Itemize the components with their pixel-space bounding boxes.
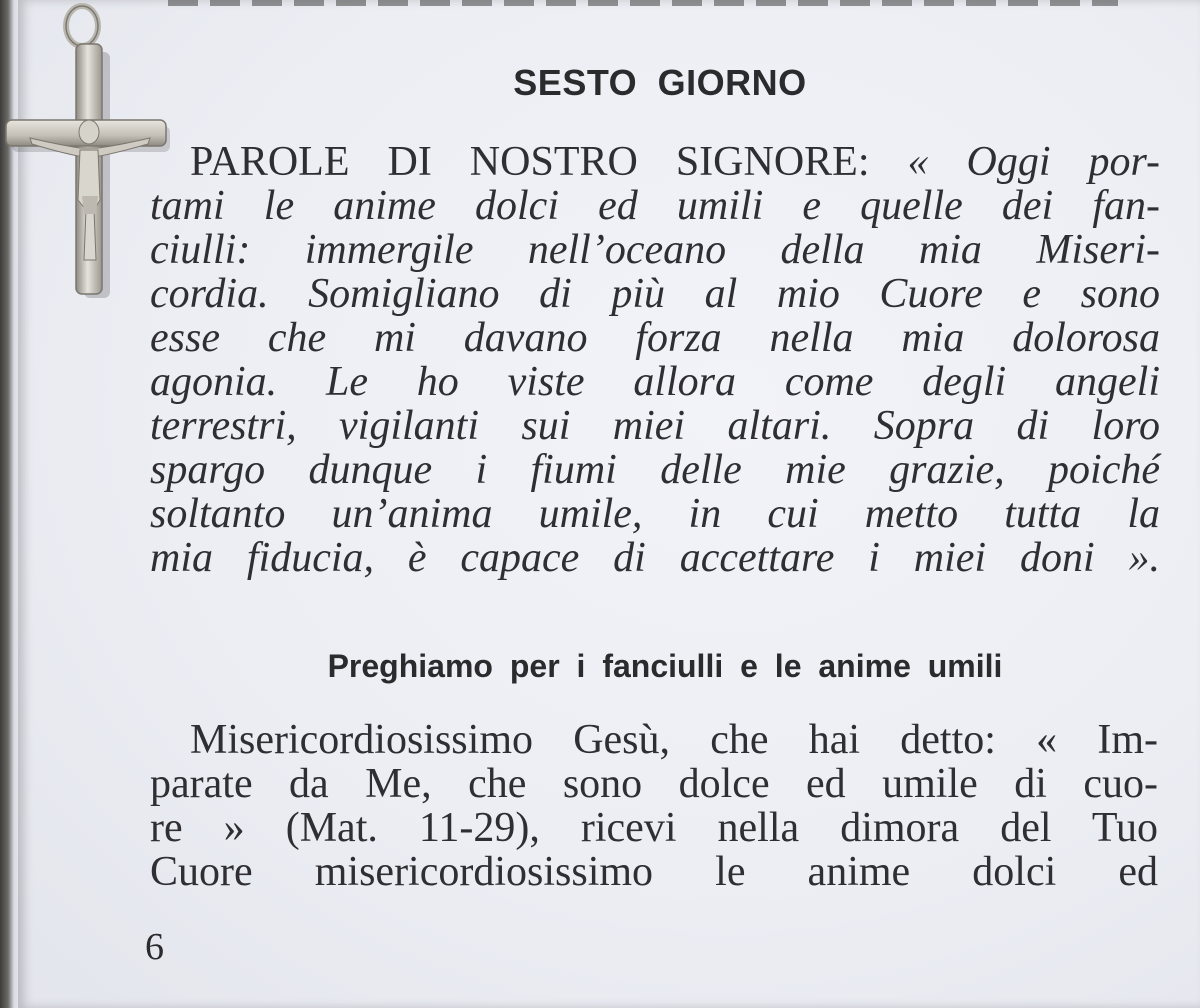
quote-line-text: « Oggi por- <box>907 139 1160 185</box>
prayer-line: re » (Mat. 11-29), ricevi nella dimora del Tuo <box>150 805 1158 851</box>
quote-paragraph <box>150 140 1160 580</box>
quote-line: tami le anime dolci ed umili e quelle dei fan- <box>150 183 1160 229</box>
quote-line: agonia. Le ho viste allora come degli angeli <box>150 359 1160 405</box>
prayer-line: parate da Me, che sono dolce ed umile di cuo- <box>150 761 1158 807</box>
quote-line: mia fiducia, è capace di accettare i miei doni ». <box>150 535 1160 581</box>
quote-intro: PAROLE DI NOSTRO SIGNORE: <box>190 139 870 185</box>
quote-line: cordia. Somigliano di più al mio Cuore e sono <box>150 271 1160 317</box>
section-subheading: Preghiamo per i fanciulli e le anime umili <box>327 648 1003 684</box>
previous-line-fragment <box>168 0 1118 6</box>
quote-line: soltanto un’anima umile, in cui metto tutta la <box>150 491 1160 537</box>
page-heading: SESTO GIORNO <box>513 62 807 103</box>
quote-line: esse che mi davano forza nella mia dolorosa <box>150 315 1160 361</box>
prayer-line: Misericordiosissimo Gesù, che hai detto: « Im- <box>190 717 1158 763</box>
quote-line: spargo dunque i fiumi delle mie grazie, poiché <box>150 447 1160 493</box>
prayer-paragraph <box>150 718 1158 894</box>
quote-line <box>150 140 1160 184</box>
crucifix-pendant-icon <box>0 0 175 300</box>
prayer-line: Cuore misericordiosissimo le anime dolci ed <box>150 849 1158 895</box>
quote-line: ciulli: immergile nell’oceano della mia Miseri- <box>150 227 1160 273</box>
page-number: 6 <box>145 926 164 968</box>
quote-line: terrestri, vigilanti sui miei altari. Sopra di loro <box>150 403 1160 449</box>
